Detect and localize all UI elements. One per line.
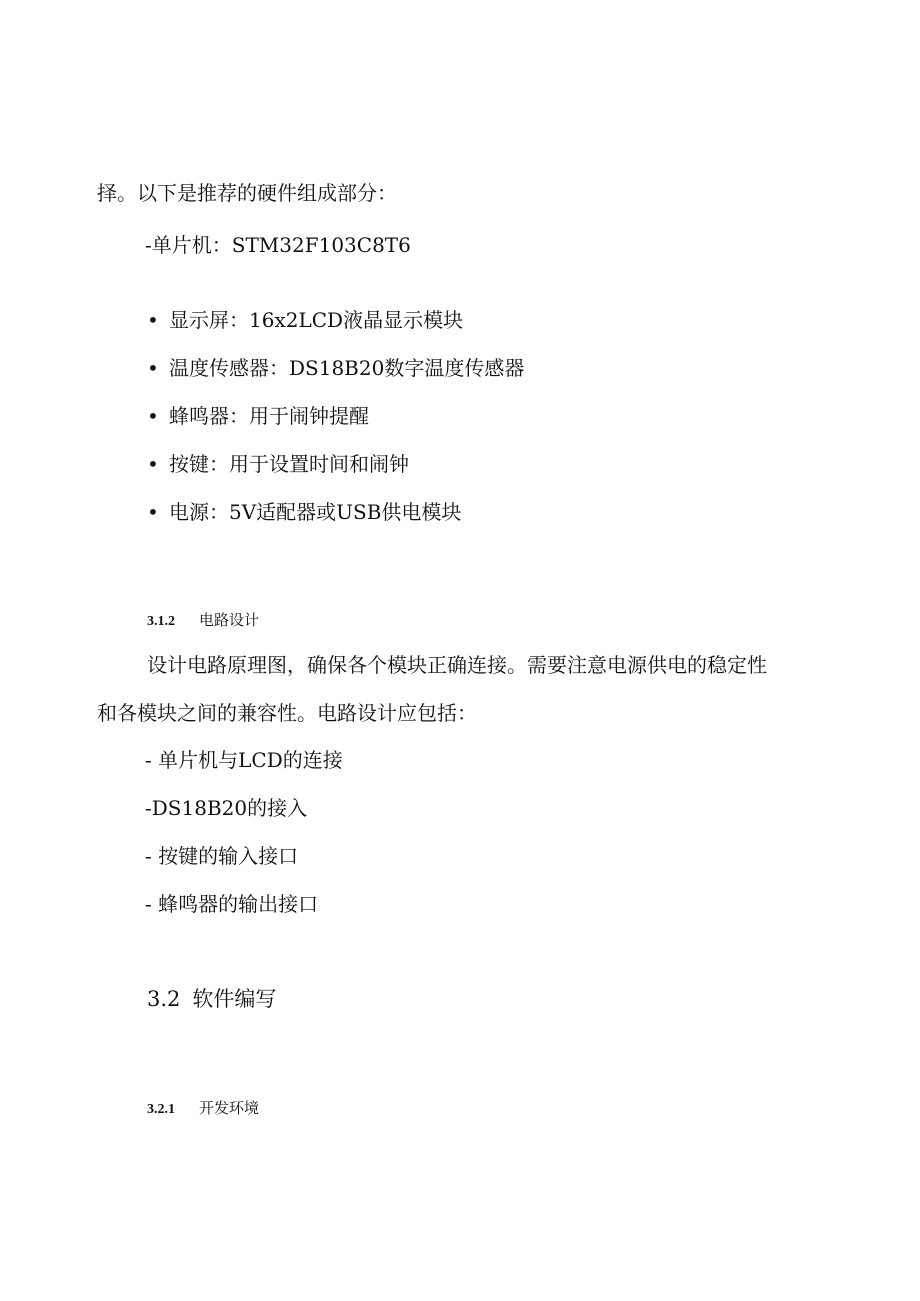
bullet-marker: • bbox=[147, 308, 159, 332]
circuit-item-keys: - 按键的输入接口 bbox=[145, 844, 299, 868]
bullet-marker: • bbox=[147, 356, 159, 380]
heading-3-1-2 bbox=[147, 610, 259, 632]
heading-3-2-1 bbox=[147, 1098, 259, 1120]
bullet-marker: • bbox=[147, 500, 159, 524]
hardware-item-keys: 按键：用于设置时间和闹钟 bbox=[169, 452, 409, 476]
heading-title: 电路设计 bbox=[199, 611, 260, 629]
bullet-marker: • bbox=[147, 404, 159, 428]
hardware-item-display: 显示屏：16x2LCD液晶显示模块 bbox=[169, 308, 464, 332]
hardware-item-power: 电源：5V适配器或USB供电模块 bbox=[169, 500, 462, 524]
heading-3-2 bbox=[147, 985, 276, 1013]
hardware-item-temp-sensor: 温度传感器：DS18B20数字温度传感器 bbox=[169, 356, 525, 380]
paragraph-intro-tail: 择。以下是推荐的硬件组成部分： bbox=[97, 181, 397, 205]
mcu-line: -单片机：STM32F103C8T6 bbox=[145, 233, 411, 257]
bullet-marker: • bbox=[147, 452, 159, 476]
heading-title: 软件编写 bbox=[192, 987, 277, 1011]
circuit-paragraph-line1: 设计电路原理图，确保各个模块正确连接。需要注意电源供电的稳定性 bbox=[147, 653, 767, 677]
circuit-item-mcu-lcd: - 单片机与LCD的连接 bbox=[145, 748, 343, 772]
heading-number: 3.1.2 bbox=[147, 614, 175, 629]
hardware-item-buzzer: 蜂鸣器：用于闹钟提醒 bbox=[169, 404, 369, 428]
circuit-paragraph-line2: 和各模块之间的兼容性。电路设计应包括： bbox=[97, 701, 477, 725]
circuit-item-ds18b20: -DS18B20的接入 bbox=[145, 796, 308, 820]
heading-title: 开发环境 bbox=[199, 1099, 260, 1117]
heading-number: 3.2.1 bbox=[147, 1102, 175, 1117]
circuit-item-buzzer: - 蜂鸣器的输出接口 bbox=[145, 892, 319, 916]
heading-number: 3.2 bbox=[147, 987, 181, 1011]
